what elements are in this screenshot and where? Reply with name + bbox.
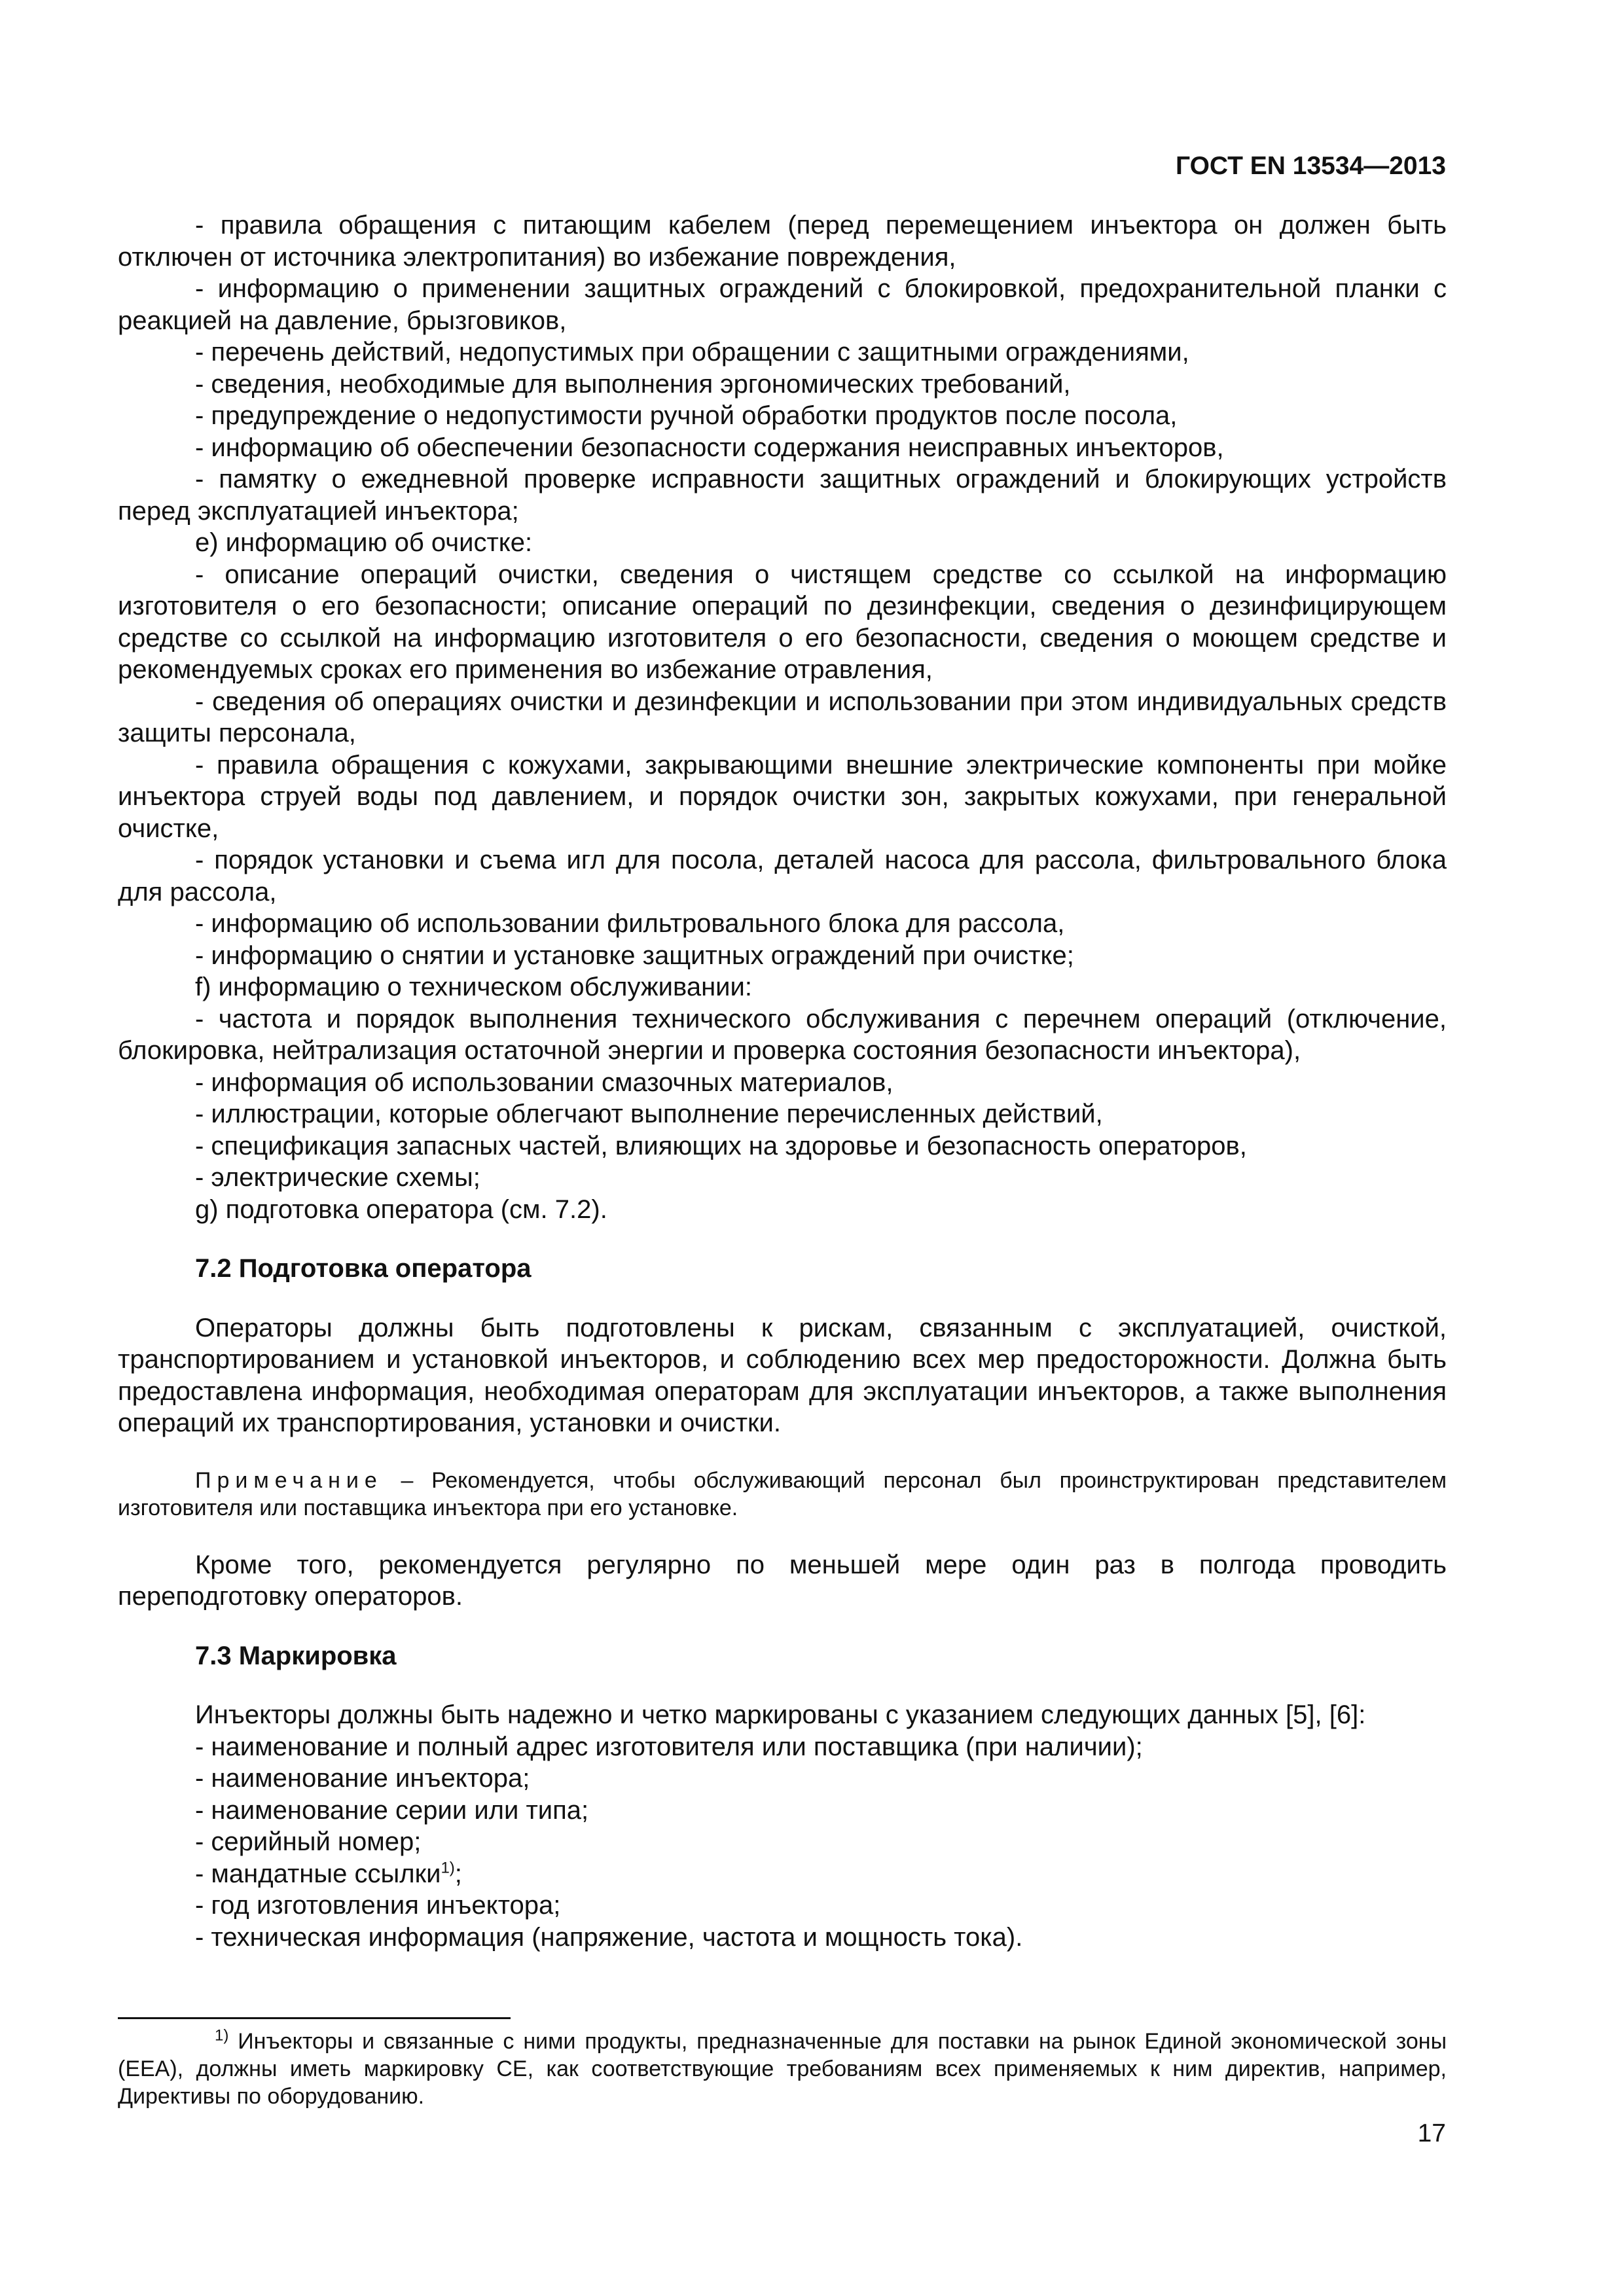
footnote	[118, 2028, 1447, 2110]
section-7-3-intro: Инъекторы должны быть надежно и четко маркированы с указанием следующих данных [5], [6]:	[195, 1700, 1366, 1729]
list-item: - сведения, необходимые для выполнения эргономических требований,	[195, 369, 1071, 399]
list-item: - электрические схемы;	[195, 1163, 480, 1192]
note-label: Примечание	[195, 1467, 383, 1493]
list-item: - частота и порядок выполнения технического обслуживания с перечнем операций (отключение, блокировка, нейтрализация остаточной энергии и проверка состояния безопасности инъектора),	[118, 1004, 1447, 1065]
list-item: - информация об использовании смазочных материалов,	[195, 1067, 893, 1097]
list-item: - информацию о применении защитных ограждений с блокировкой, предохранительной планки с реакцией на давление, брызговиков,	[118, 274, 1447, 335]
list-item: - правила обращения с питающим кабелем (перед перемещением инъектора он должен быть отключен от источника электропитания) во избежание повреждения,	[118, 211, 1447, 272]
section-7-2-paragraph: Операторы должны быть подготовлены к рискам, связанным с эксплуатацией, очисткой, транспортированием и установкой инъекторов, и соблюдению всех мер предосторожности. Должна быть предоставлена информация, необходимая операторам для эксплуатации инъекторов, а также выполнения операций их транспортирования, установки и очистки.	[118, 1313, 1447, 1437]
list-item	[118, 1858, 1447, 1890]
footnote-marker: 1)	[215, 2026, 229, 2045]
list-item: e) информацию об очистке:	[195, 528, 533, 557]
page-number: 17	[1417, 2119, 1446, 2147]
section-heading-7-3: 7.3 Маркировка	[195, 1641, 397, 1670]
list-item: - сведения об операциях очистки и дезинфекции и использовании при этом индивидуальных средств защиты персонала,	[118, 687, 1447, 747]
document-header: ГОСТ EN 13534—2013	[1175, 152, 1446, 180]
list-item: - иллюстрации, которые облегчают выполнение перечисленных действий,	[195, 1100, 1103, 1128]
list-item: f) информацию о техническом обслуживании:	[195, 973, 752, 1001]
list-item: - описание операций очистки, сведения о чистящем средстве со ссылкой на информацию изготовителя о его безопасности; описание операций по дезинфекции, сведения о дезинфицирующем средстве со ссылкой на информацию изготовителя о его безопасности, сведения о моющем средстве и рекомендуемых сроках его применения во избежание отравления,	[118, 560, 1447, 684]
list-item: - наименование и полный адрес изготовителя или поставщика (при наличии);	[195, 1732, 1143, 1761]
list-item: - информацию об использовании фильтровального блока для рассола,	[195, 909, 1065, 938]
list-item: - год изготовления инъектора;	[195, 1891, 561, 1920]
list-item: - предупреждение о недопустимости ручной обработки продуктов после посола,	[195, 401, 1178, 430]
list-item: - перечень действий, недопустимых при обращении с защитными ограждениями,	[195, 338, 1189, 367]
list-item: - информацию об обеспечении безопасности содержания неисправных инъекторов,	[195, 433, 1224, 462]
section-heading-7-2: 7.2 Подготовка оператора	[195, 1254, 532, 1283]
note-text: – Рекомендуется, чтобы обслуживающий персонал был проинструктирован представителем изготовителя или поставщика инъектора при его установке.	[118, 1467, 1447, 1520]
list-item: - техническая информация (напряжение, частота и мощность тока).	[195, 1922, 1023, 1952]
section-7-2-paragraph-2: Кроме того, рекомендуется регулярно по меньшей мере один раз в полгода проводить переподготовку операторов.	[118, 1550, 1447, 1611]
footnote-text: Инъекторы и связанные с ними продукты, предназначенные для поставки на рынок Единой экономической зоны (ЕЕА), должны иметь маркировку СЕ, как соответствующие требованиям всех применяемых к ним директив, например, Директивы по оборудованию.	[118, 2029, 1447, 2109]
list-item: - порядок установки и съема игл для посола, деталей насоса для рассола, фильтровального блока для рассола,	[118, 846, 1447, 906]
list-item: - спецификация запасных частей, влияющих на здоровье и безопасность операторов,	[195, 1131, 1247, 1160]
footnote-text-block	[118, 2028, 1447, 2110]
mandate-item-tail: ;	[454, 1859, 462, 1888]
note	[118, 1467, 1447, 1522]
list-item: - правила обращения с кожухами, закрывающими внешние электрические компоненты при мойке инъектора струей воды под давлением, и порядок очистки зон, закрытых кожухами, при генеральной очистке,	[118, 750, 1447, 843]
list-item: - наименование серии или типа;	[195, 1795, 589, 1825]
list-item: - наименование инъектора;	[195, 1764, 530, 1793]
list-item: - серийный номер;	[195, 1827, 422, 1856]
mandate-item-text: - мандатные ссылки	[195, 1859, 441, 1888]
footnote-divider	[118, 2017, 511, 2019]
document-body	[118, 209, 1447, 1953]
footnote-reference: 1)	[441, 1859, 455, 1877]
list-item: - памятку о ежедневной проверке исправности защитных ограждений и блокирующих устройств перед эксплуатацией инъектора;	[118, 465, 1447, 526]
list-item: - информацию о снятии и установке защитных ограждений при очистке;	[195, 941, 1074, 970]
list-item: g) подготовка оператора (см. 7.2).	[195, 1194, 607, 1224]
